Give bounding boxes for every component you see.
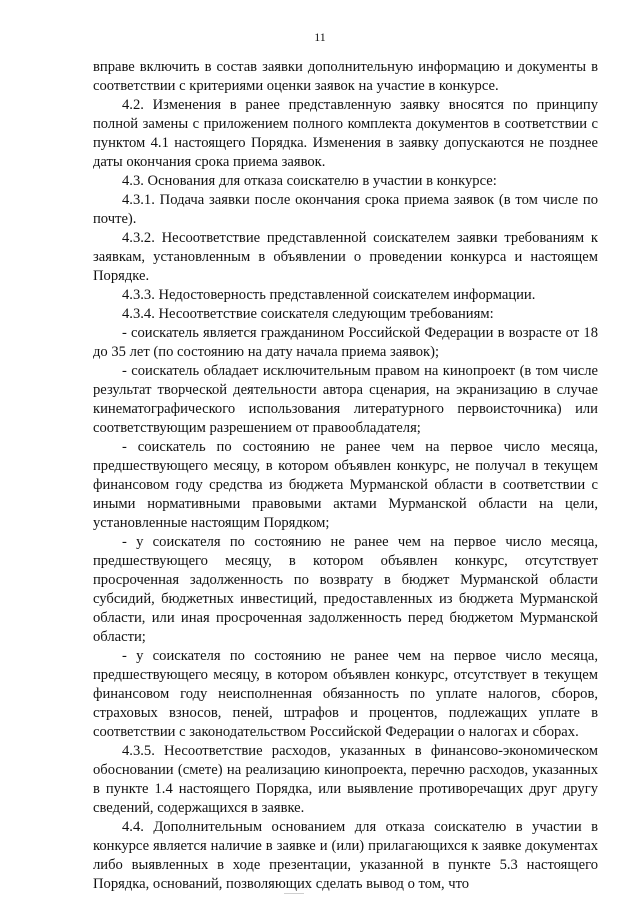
- paragraph: 4.3.2. Несоответствие представленной соискателем заявки требованиям к заявкам, установленным в объявлении о проведении конкурса и настоящем Порядке.: [93, 230, 598, 284]
- paragraph: 4.3.4. Несоответствие соискателя следующим требованиям:: [122, 306, 494, 322]
- paragraph: 4.3. Основания для отказа соискателю в участии в конкурсе:: [122, 173, 497, 189]
- footer-mark: [284, 893, 304, 894]
- paragraph: - у соискателя по состоянию не ранее чем на первое число месяца, предшествующего месяцу, в котором объявлен конкурс, отсутствует просроченная задолженность по возврату в бюджет Мурманской области субсидий, бюджетных инвестиций, предоставленных из бюджета Мурманской области, или иная просроченная задолженность перед бюджетом Мурманской области;: [93, 534, 598, 645]
- paragraph: - соискатель по состоянию не ранее чем на первое число месяца, предшествующего месяцу, в котором объявлен конкурс, не получал в текущем финансовом году средства из бюджета Мурманской области в соответствии с иными нормативными правовыми актами Мурманской области на цели, установленные настоящим Порядком;: [93, 439, 598, 531]
- paragraph: 4.3.5. Несоответствие расходов, указанных в финансово-экономическом обосновании (смете) на реализацию кинопроекта, перечню расходов, указанных в пункте 1.4 настоящего Порядка, или выявление противоречащих друг другу сведений, содержащихся в заявке.: [93, 743, 598, 816]
- paragraph: 4.3.3. Недостоверность представленной соискателем информации.: [122, 287, 536, 303]
- paragraph: 4.3.1. Подача заявки после окончания срока приема заявок (в том числе по почте).: [93, 192, 598, 227]
- paragraph: 4.2. Изменения в ранее представленную заявку вносятся по принципу полной замены с приложением полного комплекта документов в соответствии с пунктом 4.1 настоящего Порядка. Изменения в заявку допускаются не позднее даты окончания срока приема заявок.: [93, 97, 598, 170]
- paragraph: - соискатель является гражданином Российской Федерации в возрасте от 18 до 35 лет (по состоянию на дату начала приема заявок);: [93, 325, 598, 360]
- paragraph: - у соискателя по состоянию не ранее чем на первое число месяца, предшествующего месяцу, в котором объявлен конкурс, отсутствует в текущем финансовом году неисполненная обязанность по уплате налогов, сборов, страховых взносов, пеней, штрафов и процентов, подлежащих уплате в соответствии с законодательством Российской Федерации о налогах и сборах.: [93, 648, 598, 740]
- page-number: 11: [314, 30, 326, 44]
- paragraph: 4.4. Дополнительным основанием для отказа соискателю в участии в конкурсе является наличие в заявке и (или) прилагающихся к заявке документах либо выявленных в ходе презентации, указанной в пункте 5.3 настоящего Порядка, оснований, позволяющих сделать вывод о том, что: [93, 819, 598, 892]
- paragraph: вправе включить в состав заявки дополнительную информацию и документы в соответствии с критериями оценки заявок на участие в конкурсе.: [93, 59, 598, 94]
- document-body: [93, 58, 598, 894]
- paragraph: - соискатель обладает исключительным правом на кинопроект (в том числе результат творческой деятельности автора сценария, на экранизацию в случае кинематографического использования литературного первоисточника) или соответствующим разрешением от правообладателя;: [93, 363, 598, 436]
